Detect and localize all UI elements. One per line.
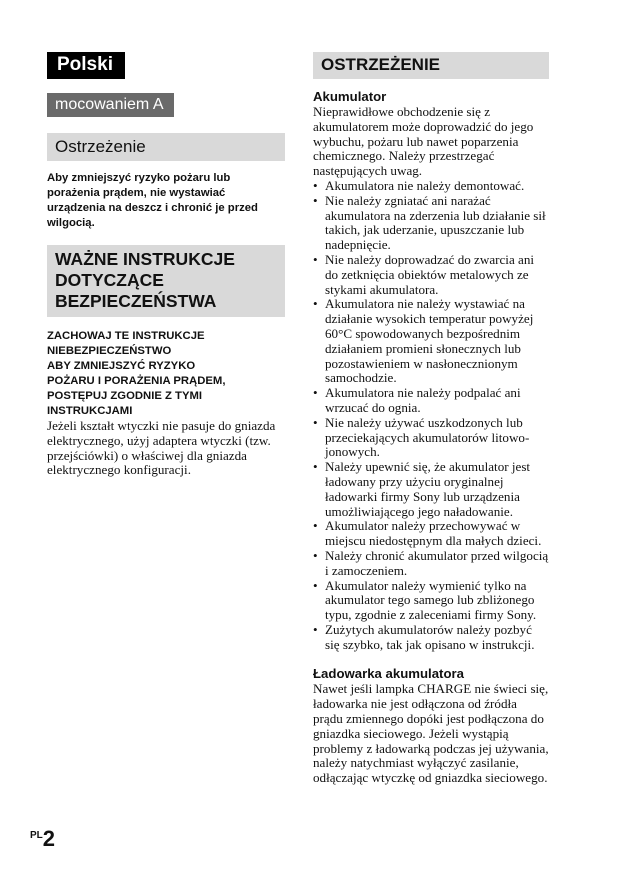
- instructions-line: POŻARU I PORAŻENIA PRĄDEM,: [47, 375, 226, 387]
- safety-heading-line: BEZPIECZEŃSTWA: [55, 291, 217, 311]
- section-tab: mocowaniem A: [47, 93, 174, 117]
- language-tab: Polski: [47, 52, 125, 79]
- list-item: • Nie należy doprowadzać do zwarcia ani do zetknięcia obiektów metalowych ze stykami akumulatora.: [313, 253, 549, 297]
- page-number: 2: [42, 826, 56, 851]
- instructions-line: INSTRUKCJAMI: [47, 405, 133, 417]
- list-item: • Akumulatora nie należy wystawiać na działanie wysokich temperatur powyżej 60°C spowodowanych bezpośrednim działaniem promieni słonecznych lub pozostawieniem w nasłonecznionym samochodzie.: [313, 297, 549, 386]
- safety-heading: [47, 245, 285, 317]
- left-column: [47, 52, 285, 478]
- battery-intro: Nieprawidłowe obchodzenie się z akumulatorem może doprowadzić do jego wybuchu, pożaru lub nawet poparzenia chemicznego. Należy przestrzegać następujących uwag.: [313, 104, 534, 179]
- charger-title: Ładowarka akumulatora: [313, 666, 464, 682]
- warning-text: Aby zmniejszyć ryzyko pożaru lub porażenia prądem, nie wystawiać urządzenia na deszcz i chronić je przed wilgocią.: [47, 172, 258, 229]
- list-item: • Należy upewnić się, że akumulator jest ładowany przy użyciu oryginalnej ładowarki firmy Sony lub urządzenia umożliwiającego jego naładowanie.: [313, 460, 549, 519]
- right-column: [313, 52, 549, 786]
- instructions-line: NIEBEZPIECZEŃSTWO: [47, 345, 172, 357]
- warning-heading: Ostrzeżenie: [47, 133, 285, 161]
- language-code: PL: [30, 830, 43, 841]
- list-item: • Zużytych akumulatorów należy pozbyć się szybko, tak jak opisano w instrukcji.: [313, 623, 549, 653]
- battery-title: Akumulator: [313, 89, 387, 104]
- list-item: • Należy chronić akumulator przed wilgocią i zamoczeniem.: [313, 549, 549, 579]
- list-item: • Nie należy zgniatać ani narażać akumulatora na zderzenia lub działanie sił takich, jak uderzanie, upuszczanie lub nadepnięcie.: [313, 194, 549, 253]
- safety-heading-line: WAŻNE INSTRUKCJE: [55, 249, 235, 269]
- list-item: • Akumulatora nie należy demontować.: [313, 179, 549, 194]
- instructions-line: POSTĘPUJ ZGODNIE Z TYMI: [47, 390, 203, 402]
- charger-text: Nawet jeśli lampka CHARGE nie świeci się, ładowarka nie jest odłączona od źródła prądu zmiennego dopóki jest podłączona do gniazdka sieciowego. Jeżeli wystąpią problemy z ładowarką podczas jej używania, należy natychmiast wyłączyć zasilanie, odłączając wtyczkę od gniazdka sieciowego.: [313, 681, 549, 786]
- plug-adapter-text: Jeżeli kształt wtyczki nie pasuje do gniazda elektrycznego, użyj adaptera wtyczki (tzw. przejściówki) o właściwej dla gniazda elektrycznego konfiguracji.: [47, 418, 276, 478]
- instructions-bold: [47, 329, 285, 419]
- caution-heading: OSTRZEŻENIE: [313, 52, 549, 79]
- instructions-line: ZACHOWAJ TE INSTRUKCJE: [47, 330, 205, 342]
- list-item: • Akumulator należy przechowywać w miejscu niedostępnym dla małych dzieci.: [313, 519, 549, 549]
- list-item: • Akumulatora nie należy podpalać ani wrzucać do ognia.: [313, 386, 549, 416]
- list-item: • Nie należy używać uszkodzonych lub przeciekających akumulatorów litowo-jonowych.: [313, 416, 549, 460]
- list-item: • Akumulator należy wymienić tylko na akumulator tego samego lub zbliżonego typu, zgodnie z zaleceniami firmy Sony.: [313, 579, 549, 623]
- instructions-line: ABY ZMNIEJSZYĆ RYZYKO: [47, 360, 196, 372]
- battery-bullet-list: [313, 179, 549, 653]
- page-footer: [30, 826, 55, 852]
- safety-heading-line: DOTYCZĄCE: [55, 270, 164, 290]
